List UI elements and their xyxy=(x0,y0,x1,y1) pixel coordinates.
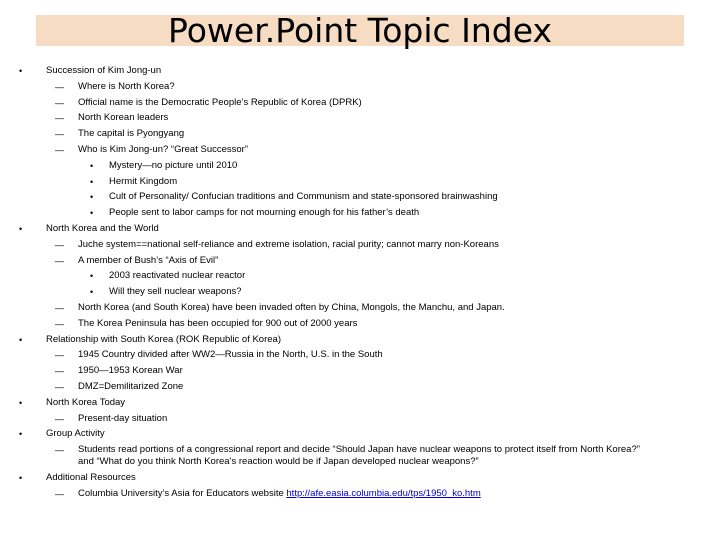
outline-subitem xyxy=(109,176,177,188)
outline-sub-bullet: • xyxy=(90,287,94,298)
outline-bullet: • xyxy=(19,472,23,483)
outline-text: The Korea Peninsula has been occupied for 900 out of 2000 years xyxy=(78,317,358,329)
outline-item xyxy=(78,381,183,393)
outline-sub-bullet: • xyxy=(90,271,94,282)
outline-text: A member of Bush’s “Axis of Evil” xyxy=(78,254,219,266)
outline-dash: — xyxy=(55,113,64,124)
outline-text: Present-day situation xyxy=(78,412,168,424)
outline-item xyxy=(78,365,183,377)
outline-text: 2003 reactivated nuclear reactor xyxy=(109,270,246,282)
outline-item xyxy=(78,128,184,140)
outline-text: DMZ=Demilitarized Zone xyxy=(78,381,184,392)
outline-text: Students read portions of a congressional report and decide “Should Japan have nuclear weapons to protect itself from North Korea?” xyxy=(78,444,640,456)
outline-item xyxy=(78,255,218,267)
outline-text: North Korea Today xyxy=(46,396,126,408)
outline-text: Official name is the Democratic People’s Republic of Korea (DPRK) xyxy=(78,96,362,108)
outline-sub-bullet: • xyxy=(90,208,94,219)
outline-item xyxy=(78,239,499,251)
outline-text: Group Activity xyxy=(46,428,105,440)
outline-dash: — xyxy=(55,145,64,155)
outline-text: Mystery—no picture until 2010 xyxy=(109,159,238,171)
outline-sub-bullet: • xyxy=(90,160,94,171)
outline-subitem xyxy=(109,207,419,219)
outline-dash: — xyxy=(55,350,64,361)
outline-bullet: • xyxy=(19,429,23,440)
outline-text: Additional Resources xyxy=(46,471,136,483)
section-heading xyxy=(46,472,136,484)
outline-dash: — xyxy=(55,239,64,250)
outline-item xyxy=(78,112,168,124)
outline-text: Relationship with South Korea (ROK Republic of Korea) xyxy=(46,333,281,345)
outline-bullet: • xyxy=(19,66,23,76)
outline-dash: — xyxy=(55,81,64,92)
outline-text: People sent to labor camps for not mourning enough for his father’s death xyxy=(109,207,420,219)
outline-text: Who is Kim Jong-un? “Great Successor” xyxy=(78,144,249,155)
outline-text: Where is North Korea? xyxy=(78,80,175,92)
outline-dash: — xyxy=(55,366,64,377)
outline-subitem xyxy=(109,286,242,298)
outline-dash: — xyxy=(55,318,64,329)
outline-dash: — xyxy=(55,303,64,313)
outline-text: North Korea and the World xyxy=(46,223,159,234)
outline-dash: — xyxy=(55,97,64,108)
outline-text: Hermit Kingdom xyxy=(109,175,178,187)
outline-item xyxy=(78,302,505,314)
outline-dash: — xyxy=(55,129,64,140)
section-heading xyxy=(46,223,159,235)
outline-bullet: • xyxy=(19,334,23,345)
section-heading xyxy=(46,397,125,409)
section-heading xyxy=(46,65,161,77)
outline-text: North Korean leaders xyxy=(78,112,169,124)
outline-text: Columbia University’s Asia for Educators website xyxy=(78,487,287,499)
outline-bullet: • xyxy=(19,397,23,408)
outline-subitem xyxy=(109,270,245,282)
outline-subitem xyxy=(109,191,498,203)
outline-item xyxy=(78,318,357,330)
outline-text: Will they sell nuclear weapons? xyxy=(109,286,242,298)
outline-text: Cult of Personality/ Confucian traditions and Communism and state-sponsored brainwashing xyxy=(109,191,498,203)
outline-dash: — xyxy=(55,488,64,499)
outline-item xyxy=(78,144,248,156)
outline-item xyxy=(78,488,481,500)
outline-item-continued: and “What do you think North Korea’s reaction would be if Japan developed nuclear weapons?” xyxy=(78,456,479,467)
outline-dash: — xyxy=(55,445,64,456)
section-heading xyxy=(46,334,281,346)
outline-sub-bullet: • xyxy=(90,192,94,203)
resource-link[interactable]: http://afe.easia.columbia.edu/tps/1950_ko.htm xyxy=(286,487,481,499)
outline-dash: — xyxy=(55,382,64,392)
outline-item xyxy=(78,349,383,361)
outline-bullet: • xyxy=(19,224,23,234)
outline-text: The capital is Pyongyang xyxy=(78,128,185,140)
slide-title: Power.Point Topic Index xyxy=(168,11,552,50)
outline-dash: — xyxy=(55,413,64,424)
outline-item xyxy=(78,97,362,109)
outline-text: Succession of Kim Jong-un xyxy=(46,65,162,76)
outline-item xyxy=(78,413,167,425)
outline-subitem xyxy=(109,160,237,172)
outline-dash: — xyxy=(55,255,64,266)
outline-text: 1945 Country divided after WW2—Russia in the North, U.S. in the South xyxy=(78,349,383,361)
outline-text: Juche system==national self-reliance and extreme isolation, racial purity; cannot marry non-Koreans xyxy=(78,238,499,250)
section-heading xyxy=(46,428,105,440)
outline-text: 1950—1953 Korean War xyxy=(78,365,183,377)
outline-sub-bullet: • xyxy=(90,176,94,187)
outline-text: North Korea (and South Korea) have been invaded often by China, Mongols, the Manchu, and Japan. xyxy=(78,302,505,313)
outline-item xyxy=(78,444,640,456)
outline-item xyxy=(78,81,175,93)
